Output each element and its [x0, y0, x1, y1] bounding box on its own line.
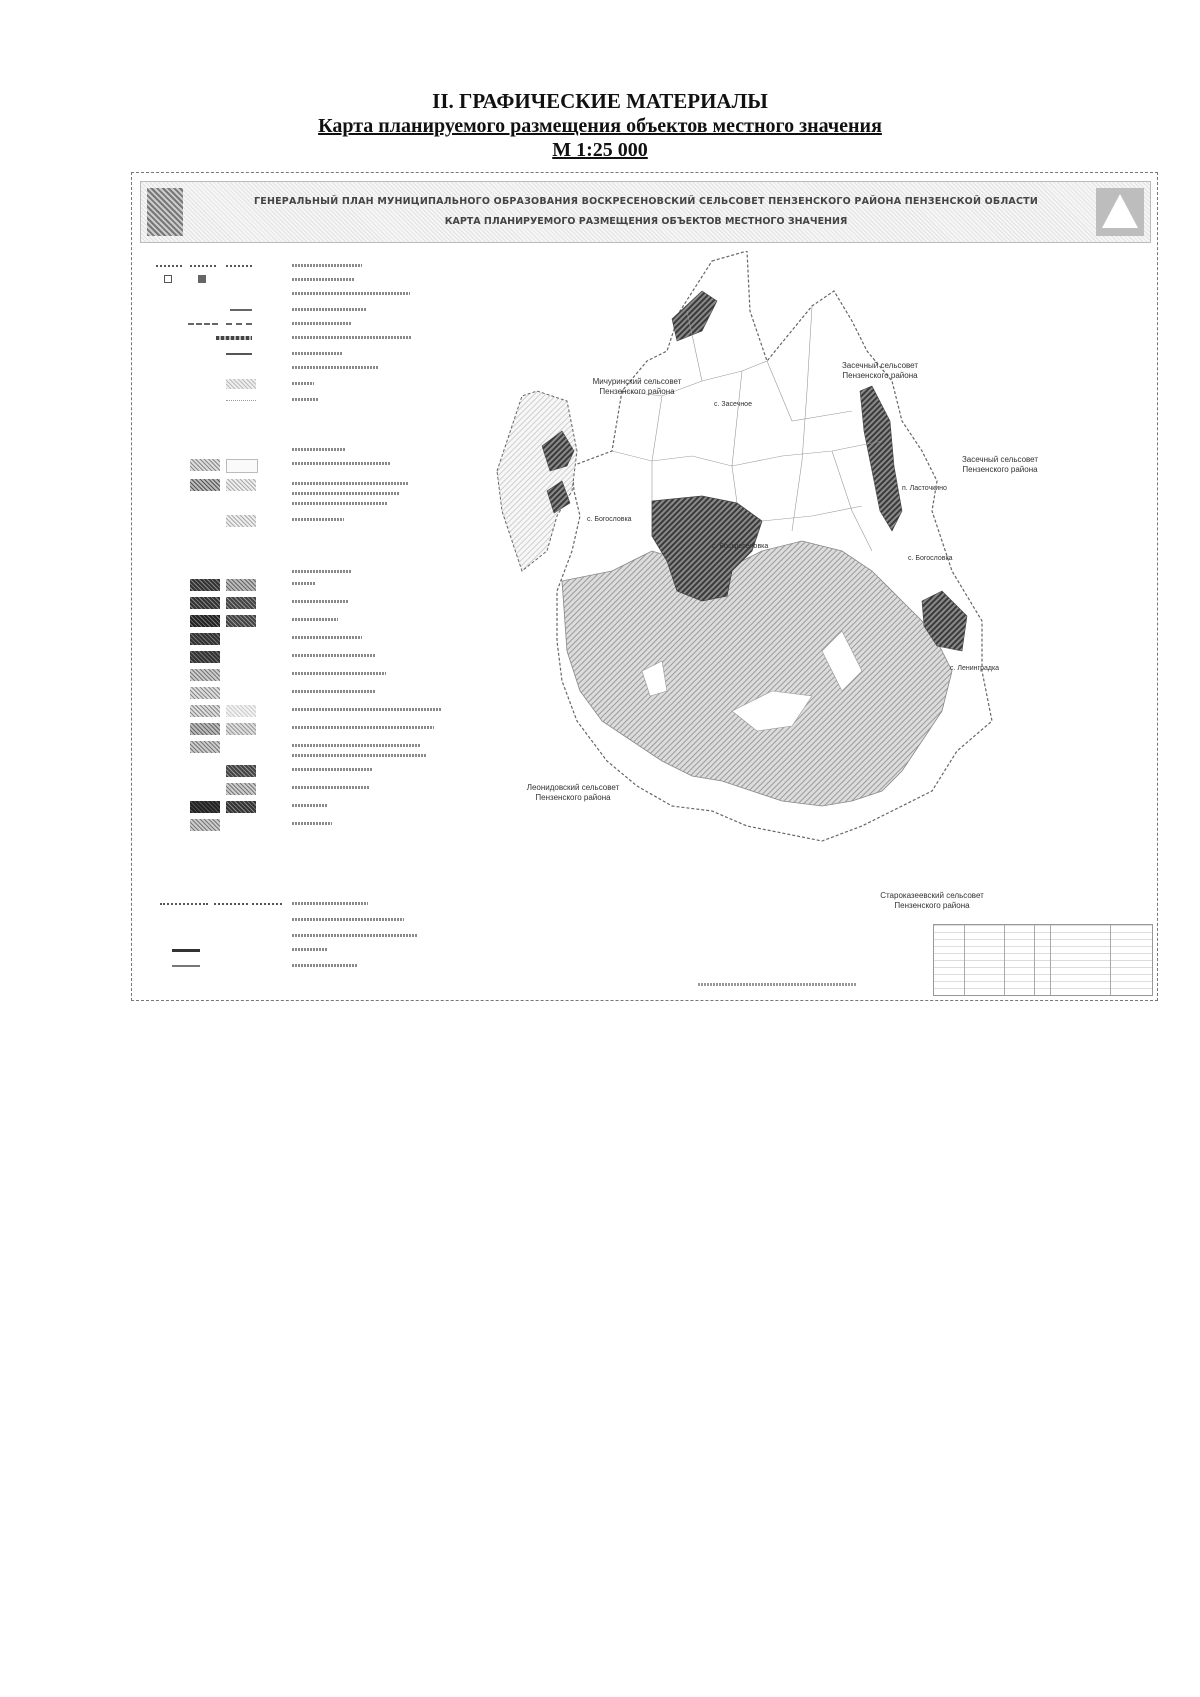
- document-header: [0, 88, 1200, 162]
- map-legend: [142, 261, 442, 861]
- map-legend-boundaries: [142, 899, 442, 989]
- neighbor-label: Засечный сельсовет Пензенского района: [841, 361, 919, 380]
- neighbor-label: Засечный сельсовет Пензенского района: [961, 455, 1039, 474]
- legend-row: [142, 751, 442, 761]
- legend-row: [142, 783, 442, 793]
- legend-row: [142, 741, 442, 751]
- legend-row: [142, 765, 442, 775]
- legend-row: [142, 633, 442, 643]
- settlement-label: п. Ласточкино: [902, 485, 947, 492]
- legend-row: [142, 479, 442, 489]
- legend-row: [142, 289, 442, 299]
- legend-row: [142, 961, 442, 971]
- document-heading: II. ГРАФИЧЕСКИЕ МАТЕРИАЛЫ: [432, 89, 768, 113]
- legend-row: [142, 305, 442, 315]
- legend-row: [142, 567, 442, 577]
- legend-row: [142, 899, 442, 909]
- neighbor-label: Леонидовский сельсовет Пензенского района: [526, 783, 620, 802]
- settlement-label: с. Воскресеновка: [712, 543, 769, 550]
- legend-row: [142, 931, 442, 941]
- legend-row: [142, 669, 442, 679]
- coat-of-arms-icon: [147, 188, 183, 236]
- western-parcel: [497, 391, 577, 571]
- map-sheet: [131, 172, 1158, 1001]
- legend-row: [142, 395, 442, 405]
- legend-row: [142, 723, 442, 733]
- legend-row: [142, 579, 442, 589]
- legend-row: [142, 319, 442, 329]
- legend-row: [142, 515, 442, 525]
- legend-row: [142, 945, 442, 955]
- settlement-label: с. Засечное: [714, 401, 752, 408]
- legend-row: [142, 687, 442, 697]
- legend-row: [142, 363, 442, 373]
- legend-row: [142, 615, 442, 625]
- legend-row: [142, 915, 442, 925]
- document-scale: М 1:25 000: [552, 139, 648, 161]
- map-footnote: [698, 983, 856, 986]
- title-block-stamp: [933, 924, 1153, 996]
- legend-row: [142, 349, 442, 359]
- legend-row: [142, 489, 442, 499]
- legend-row: [142, 597, 442, 607]
- legend-row: [142, 819, 442, 829]
- banner-subtitle: КАРТА ПЛАНИРУЕМОГО РАЗМЕЩЕНИЯ ОБЪЕКТОВ МЕСТНОГО ЗНАЧЕНИЯ: [444, 216, 848, 227]
- legend-row: [142, 379, 442, 389]
- legend-row: [142, 275, 442, 285]
- legend-row: [142, 705, 442, 715]
- organization-logo-icon: [1096, 188, 1144, 236]
- document-subheading: Карта планируемого размещения объектов местного значения: [318, 115, 882, 137]
- neighbor-label: Мичуринский сельсовет Пензенского района: [592, 377, 682, 396]
- settlement-map: [462, 251, 1062, 910]
- legend-row: [142, 459, 442, 469]
- legend-row: [142, 499, 442, 509]
- sheet-banner: [140, 181, 1151, 243]
- banner-title: ГЕНЕРАЛЬНЫЙ ПЛАН МУНИЦИПАЛЬНОГО ОБРАЗОВАНИЯ ВОСКРЕСЕНОВСКИЙ СЕЛЬСОВЕТ ПЕНЗЕНСКОГО РАЙОНА ПЕНЗЕНСКОЙ ОБЛАСТИ: [254, 196, 1038, 207]
- legend-row: [142, 651, 442, 661]
- legend-row: [142, 801, 442, 811]
- legend-row: [142, 261, 442, 271]
- neighbor-label: Староказеевский сельсовет Пензенского района: [880, 891, 984, 910]
- map-graphic: [462, 251, 1062, 871]
- legend-row: [142, 333, 442, 343]
- settlement-label: с. Богословка: [908, 555, 953, 562]
- legend-row: [142, 445, 442, 455]
- settlement-label: с. Ленинградка: [950, 665, 1000, 672]
- settlement-label: с. Богословка: [587, 516, 632, 523]
